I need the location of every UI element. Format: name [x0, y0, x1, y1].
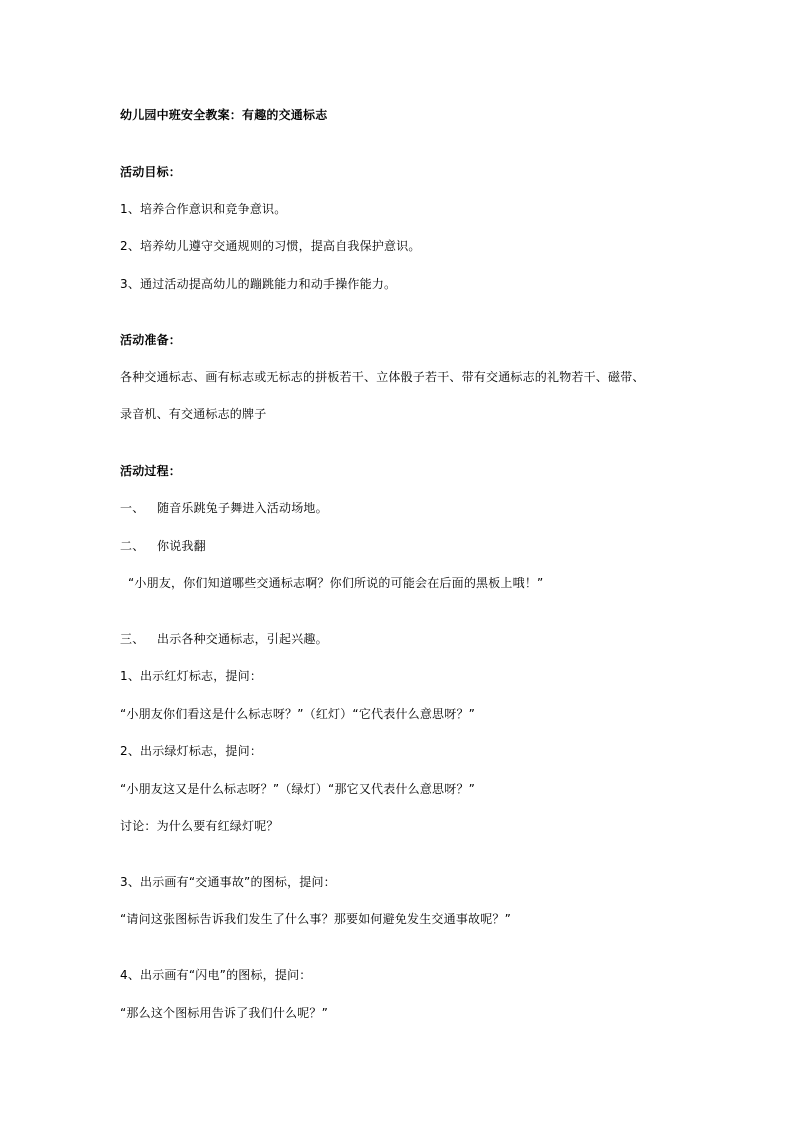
process-step-2 [120, 538, 206, 554]
process-heading: 活动过程： [120, 464, 182, 478]
prep-heading: 活动准备： [120, 333, 182, 347]
process-step-3 [120, 631, 328, 647]
process-line: 讨论：为什么要有红绿灯呢？ [120, 819, 279, 833]
prep-line: 各种交通标志、画有标志或无标志的拼板若干、立体骰子若干、带有交通标志的礼物若干、磁带、 [120, 370, 645, 384]
process-line: 3、出示画有“交通事故”的图标，提问： [120, 875, 336, 889]
process-line: 1、出示红灯标志，提问： [120, 669, 263, 683]
process-step-1 [120, 500, 328, 516]
goal-item: 3、通过活动提高幼儿的蹦跳能力和动手操作能力。 [120, 277, 397, 291]
goal-item: 2、培养幼儿遵守交通规则的习惯，提高自我保护意识。 [120, 239, 421, 253]
step-number: 一、 [120, 501, 145, 515]
process-line: “那么这个图标用告诉了我们什么呢？” [120, 1006, 329, 1020]
step-number: 二、 [120, 539, 145, 553]
process-line: 4、出示画有“闪电”的图标，提问： [120, 968, 312, 982]
step-2-quote: “小朋友，你们知道哪些交通标志啊？你们所说的可能会在后面的黑板上哦！” [128, 576, 544, 590]
goal-item: 1、培养合作意识和竞争意识。 [120, 202, 287, 216]
process-line: 2、出示绿灯标志，提问： [120, 744, 263, 758]
prep-line: 录音机、有交通标志的牌子 [120, 407, 267, 421]
step-number: 三、 [120, 632, 145, 646]
document-title: 幼儿园中班安全教案：有趣的交通标志 [120, 108, 328, 122]
process-line: “小朋友你们看这是什么标志呀？”（红灯）“它代表什么意思呀？” [120, 707, 476, 721]
process-line: “请问这张图标告诉我们发生了什么事？那要如何避免发生交通事故呢？” [120, 912, 512, 926]
step-text: 你说我翻 [157, 539, 206, 553]
step-text: 出示各种交通标志，引起兴趣。 [157, 632, 328, 646]
step-text: 随音乐跳兔子舞进入活动场地。 [157, 501, 328, 515]
process-line: “小朋友这又是什么标志呀？”（绿灯）“那它又代表什么意思呀？” [120, 782, 476, 796]
goals-heading: 活动目标： [120, 165, 182, 179]
